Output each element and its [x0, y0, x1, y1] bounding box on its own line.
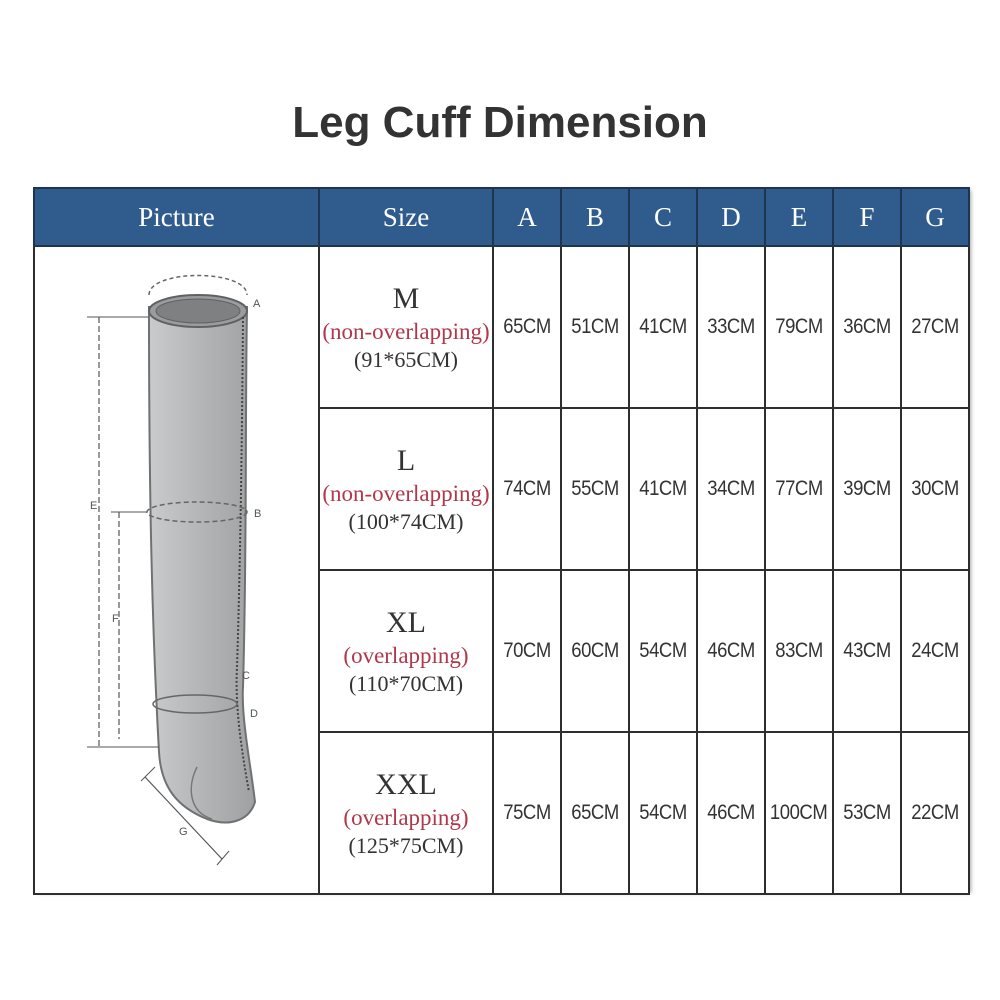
- diagram-label-f: F: [111, 613, 118, 625]
- value-text: 46CM: [707, 639, 755, 662]
- page-title: Leg Cuff Dimension: [292, 98, 708, 147]
- size-name: XL: [386, 606, 426, 640]
- header-b: B: [561, 188, 629, 246]
- value-text: 53CM: [843, 801, 891, 824]
- size-note: (overlapping): [343, 642, 469, 668]
- size-dims: (110*70CM): [348, 671, 464, 697]
- value-text: 74CM: [503, 477, 551, 500]
- value-text: 77CM: [775, 477, 823, 500]
- value-text: 43CM: [843, 639, 891, 662]
- value-text: 33CM: [707, 315, 755, 338]
- header-d: D: [697, 188, 765, 246]
- size-cell: [319, 570, 493, 732]
- value-text: 55CM: [571, 477, 619, 500]
- value-g: [901, 570, 969, 732]
- value-text: 24CM: [911, 639, 959, 662]
- value-d: [697, 408, 765, 570]
- value-e: [765, 246, 833, 408]
- value-c: [629, 570, 697, 732]
- value-text: 36CM: [843, 315, 891, 338]
- value-text: 75CM: [503, 801, 551, 824]
- size-table-wrapper: [33, 187, 968, 890]
- value-d: [697, 732, 765, 894]
- header-c: C: [629, 188, 697, 246]
- value-text: 51CM: [571, 315, 619, 338]
- value-text: 46CM: [707, 801, 755, 824]
- value-text: 65CM: [571, 801, 619, 824]
- header-e: E: [765, 188, 833, 246]
- leg-cuff-illustration-icon: [37, 247, 317, 887]
- value-text: 54CM: [639, 801, 687, 824]
- size-cell: [319, 732, 493, 894]
- header-row: [34, 188, 969, 246]
- header-f: F: [833, 188, 901, 246]
- value-a: [493, 732, 561, 894]
- value-g: [901, 732, 969, 894]
- value-text: 100CM: [770, 801, 828, 824]
- value-text: 54CM: [639, 639, 687, 662]
- value-e: [765, 570, 833, 732]
- value-d: [697, 570, 765, 732]
- value-e: [765, 408, 833, 570]
- value-a: [493, 570, 561, 732]
- size-dims: (91*65CM): [354, 347, 458, 373]
- value-text: 39CM: [843, 477, 891, 500]
- value-b: [561, 570, 629, 732]
- diagram-label-d: D: [249, 708, 257, 720]
- value-c: [629, 246, 697, 408]
- diagram-label-c: C: [241, 670, 249, 682]
- header-size: Size: [319, 188, 493, 246]
- size-table: [33, 187, 970, 895]
- picture-cell: [34, 246, 319, 894]
- size-cell: [319, 408, 493, 570]
- value-text: 83CM: [775, 639, 823, 662]
- value-e: [765, 732, 833, 894]
- diagram-label-a: A: [252, 298, 260, 310]
- header-a: A: [493, 188, 561, 246]
- size-note: (non-overlapping): [322, 318, 490, 344]
- value-b: [561, 408, 629, 570]
- value-text: 41CM: [639, 477, 687, 500]
- value-d: [697, 246, 765, 408]
- size-name: XXL: [375, 768, 437, 802]
- size-name: M: [392, 282, 420, 316]
- header-picture: Picture: [34, 188, 319, 246]
- value-g: [901, 246, 969, 408]
- size-note: (non-overlapping): [322, 480, 490, 506]
- size-dims: (125*75CM): [348, 833, 464, 859]
- table-row: [34, 246, 969, 408]
- value-text: 60CM: [571, 639, 619, 662]
- value-f: [833, 246, 901, 408]
- value-a: [493, 408, 561, 570]
- diagram-label-b: B: [253, 508, 261, 520]
- diagram-label-g: G: [178, 826, 187, 838]
- value-text: 22CM: [911, 801, 959, 824]
- value-g: [901, 408, 969, 570]
- value-text: 27CM: [911, 315, 959, 338]
- diagram-label-e: E: [89, 500, 97, 512]
- value-text: 70CM: [503, 639, 551, 662]
- value-c: [629, 732, 697, 894]
- value-text: 41CM: [639, 315, 687, 338]
- value-f: [833, 408, 901, 570]
- value-f: [833, 570, 901, 732]
- value-a: [493, 246, 561, 408]
- value-text: 34CM: [707, 477, 755, 500]
- value-b: [561, 732, 629, 894]
- value-b: [561, 246, 629, 408]
- header-g: G: [901, 188, 969, 246]
- size-cell: [319, 246, 493, 408]
- size-note: (overlapping): [343, 804, 469, 830]
- value-f: [833, 732, 901, 894]
- size-dims: (100*74CM): [348, 509, 464, 535]
- value-text: 79CM: [775, 315, 823, 338]
- value-text: 65CM: [503, 315, 551, 338]
- size-name: L: [396, 444, 416, 478]
- value-text: 30CM: [911, 477, 959, 500]
- value-c: [629, 408, 697, 570]
